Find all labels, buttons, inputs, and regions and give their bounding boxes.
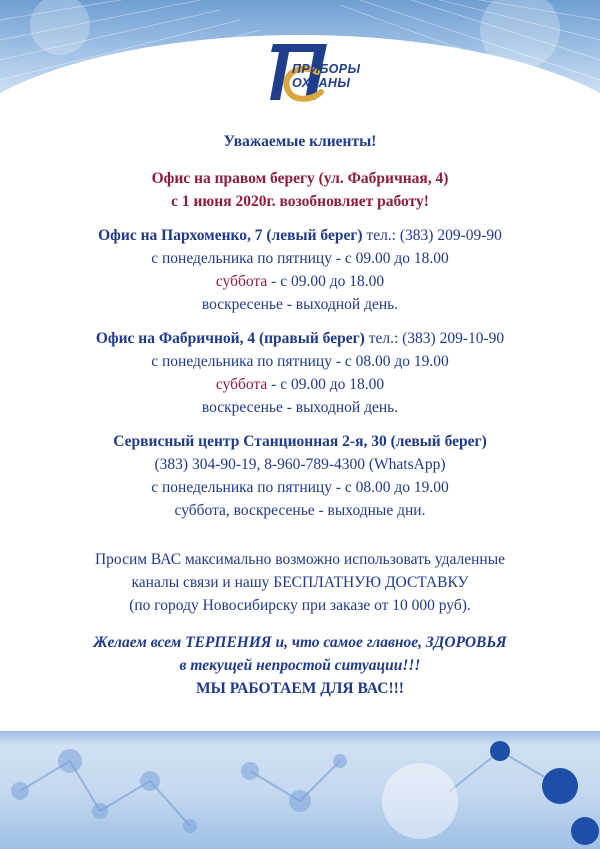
office1-heading [0,224,600,247]
office2-saturday-hours: - с 09.00 до 18.00 [267,376,385,393]
announcement-line-2: с 1 июня 2020г. возобновляет работу! [171,193,429,210]
office1-saturday-label: суббота [215,273,268,290]
announcement-content [0,130,600,700]
logo-text [292,62,360,90]
request-line-2: каналы связи и нашу БЕСПЛАТНУЮ ДОСТАВКУ [131,574,469,591]
request-line-1: Просим ВАС максимально возможно использовать удаленные [94,551,506,568]
service-title: Сервисный центр Станционная 2-я, 30 (левый берег) [113,433,487,450]
office2-saturday [0,373,600,396]
office2-weekdays: с понедельника по пятницу - с 08.00 до 19.00 [151,353,449,370]
office1-title: Офис на Пархоменко, 7 (левый берег) [98,227,363,244]
office1-saturday-hours: - с 09.00 до 18.00 [267,273,385,290]
request-line-3: (по городу Новосибирску при заказе от 10 000 руб). [129,597,471,614]
office1-saturday [0,270,600,293]
office2-saturday-label: суббота [215,376,268,393]
announcement-line-1: Офис на правом берегу (ул. Фабричная, 4) [151,170,449,187]
office2-sunday: воскресенье - выходной день. [201,399,399,416]
office2-title: Офис на Фабричной, 4 (правый берег) [95,330,365,347]
footer-banner [0,731,600,849]
service-phones: (383) 304-90-19, 8-960-789-4300 (WhatsApp) [154,456,446,473]
office2-heading [0,327,600,350]
logo-line-1: ПРИБОРЫ [292,62,361,76]
office1-sunday: воскресенье - выходной день. [201,296,399,313]
closing-line-2: в текущей непростой ситуации!!! [179,657,421,674]
service-weekdays: с понедельника по пятницу - с 08.00 до 19.00 [151,479,449,496]
footer-molecule-pattern [0,731,600,849]
office1-phone: тел.: (383) 209-09-90 [362,227,502,244]
service-weekend: суббота, воскресенье - выходные дни. [174,502,426,519]
closing-line-1: Желаем всем ТЕРПЕНИЯ и, что самое главное, ЗДОРОВЬЯ [93,634,507,651]
closing-line-3: МЫ РАБОТАЕМ ДЛЯ ВАС!!! [196,680,404,697]
greeting: Уважаемые клиенты! [223,133,377,150]
office1-weekdays: с понедельника по пятницу - с 09.00 до 18.00 [151,250,449,267]
logo-line-2: ОХРАНЫ [292,76,351,90]
office2-phone: тел.: (383) 209-10-90 [364,330,505,347]
